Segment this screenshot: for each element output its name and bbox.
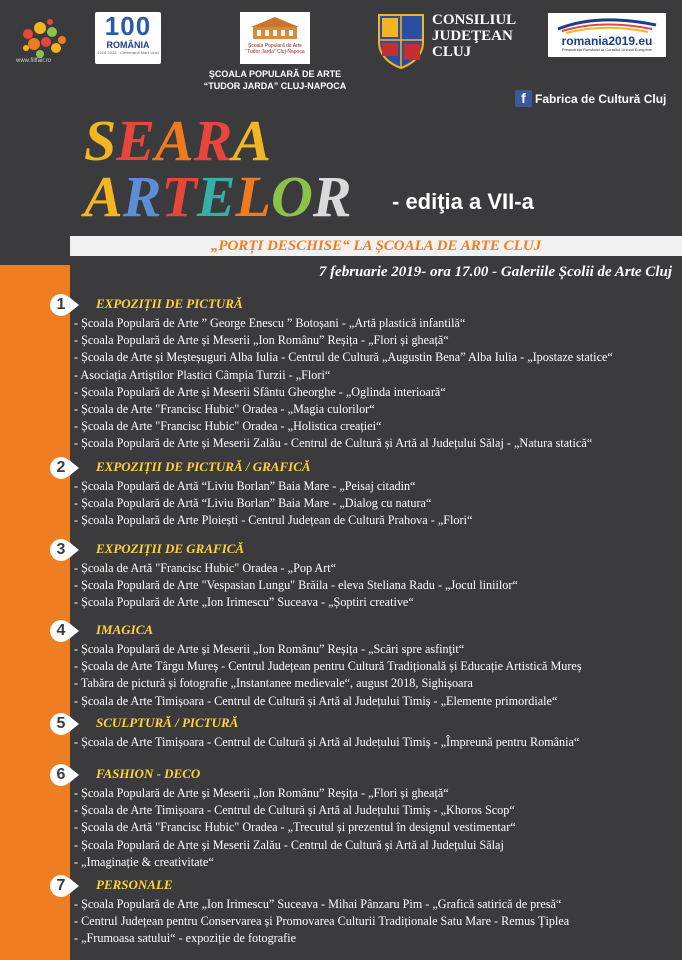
section-arrow-icon bbox=[69, 460, 79, 476]
centenary-country: ROMÂNIA bbox=[106, 40, 150, 50]
section-item: - Școala Populară de Arte și Meserii Zalău - Centrul de Cultură și Artă al Județului Sălaj bbox=[74, 837, 504, 852]
section-item: - Școala de Arte "Francisc Hubic" Oradea - „Holistica creației“ bbox=[74, 419, 382, 434]
section-item: - Școala de Arte și Meșteșuguri Alba Iulia - Centrul de Cultură „Augustin Bena” Alba Iulia - „Ipostaze statice“ bbox=[74, 350, 613, 365]
section-item: - Școala de Arte Timișoara - Centrul de Cultură și Artă al Județului Timiș - „Elemente primordiale“ bbox=[74, 693, 558, 708]
centenary-number: 100 bbox=[104, 11, 152, 41]
section-item: - „Imaginație & creativitate“ bbox=[74, 854, 214, 869]
section-item: - Școala Populară de Arte „Ion Irimescu” Suceava - Mihai Pânzaru Pim - „Grafică satirică de presă“ bbox=[74, 897, 562, 911]
section-number: 1 bbox=[50, 294, 72, 316]
title-letter: O bbox=[270, 164, 313, 220]
section-arrow-icon bbox=[69, 542, 79, 558]
section-title: EXPOZIȚII DE GRAFICĂ bbox=[96, 541, 245, 556]
council-line-1: CONSILIUL bbox=[432, 12, 517, 28]
section-item: - Școala Populară de Arte "Vespasian Lungu" Brăila - eleva Steliana Radu - „Jocul liniilor“ bbox=[74, 578, 518, 593]
title-letter: T bbox=[161, 164, 197, 220]
section-arrow-icon bbox=[69, 716, 79, 732]
section-item: - Școala de Artă "Francisc Hubic" Oradea - „Trecutul și prezentul în designul vestimentar“ bbox=[74, 820, 516, 835]
school-caption-line-1: ŞCOALA POPULARĂ DE ARTE bbox=[208, 69, 342, 79]
section-item: - Școala Populară de Arte și Meserii Sfântu Gheorghe - „Oglinda interioară“ bbox=[74, 384, 446, 399]
section-item: - Școala Populară de Artă “Liviu Borlan” Baia Mare - „Dialog cu natura“ bbox=[74, 496, 432, 511]
title-letter: R bbox=[193, 110, 233, 173]
event-date: 7 februarie 2019- ora 17.00 - Galeriile Școlii de Arte Cluj bbox=[318, 264, 672, 280]
facebook-label: Fabrica de Cultură Cluj bbox=[535, 91, 667, 106]
section-item: - Școala de Arte "Francisc Hubic" Oradea - „Magia culorilor“ bbox=[74, 402, 375, 416]
section-item: - Școala de Arte Timișoara - Centrul de Cultură și Artă al Județului Timiș - „Khoros Scop“ bbox=[74, 803, 515, 818]
section-arrow-icon bbox=[69, 767, 79, 783]
section-number: 5 bbox=[50, 713, 72, 735]
section-item: - Școala de Arte Timișoara - Centrul de Cultură și Artă al Județului Timiș - „Împreună pentru România“ bbox=[74, 735, 580, 749]
section-number: 2 bbox=[50, 457, 72, 479]
title-letter: L bbox=[235, 164, 271, 220]
school-logo-line-2: "Tudor Jarda" Cluj-Napoca bbox=[245, 49, 305, 55]
council-line-3: CLUJ bbox=[432, 44, 472, 60]
facebook-icon: f bbox=[515, 90, 532, 107]
section-item: - Școala Populară de Arte și Meserii „Ion Românu” Reșița - „Scări spre asfinţit“ bbox=[74, 642, 465, 656]
centenary-caption: 1918-2018 · Centenarul Marii Uniri bbox=[97, 50, 159, 55]
section-item: - Școala Populară de Arte și Meserii Zalău - Centrul de Cultură și Artă al Județului Sălaj - „Natura statică“ bbox=[74, 436, 593, 451]
section-arrow-icon bbox=[69, 297, 79, 313]
title-letter: R bbox=[122, 164, 162, 220]
title-letter: E bbox=[196, 164, 236, 220]
dots-logo-caption: www.fillfair.ro bbox=[16, 58, 52, 64]
section-item: - Asociația Artiștilor Plastici Câmpia Turzii - „Flori“ bbox=[74, 367, 331, 382]
section-arrow-icon bbox=[69, 623, 79, 639]
section-item: - Școala Populară de Arte „Ion Irimescu” Suceava - „Șoptiri creative“ bbox=[74, 595, 414, 610]
section-number: 7 bbox=[50, 875, 72, 897]
section-item: - Școala Populară de Artă “Liviu Borlan” Baia Mare - „Peisaj citadin“ bbox=[74, 479, 416, 493]
title-letter: A bbox=[232, 110, 272, 173]
section-item: - Școala de Arte Târgu Mureș - Centrul Județean pentru Cultură Tradițională și Educație Artistică Mureș bbox=[74, 659, 582, 674]
title-letter: A bbox=[154, 110, 194, 173]
section-title: FASHION - DECO bbox=[96, 766, 201, 781]
section-title: EXPOZIȚII DE PICTURĂ bbox=[96, 296, 243, 311]
section-item: - Școala de Artă "Francisc Hubic" Oradea - „Pop Art“ bbox=[74, 561, 337, 575]
school-logo-line-1: Școala Populară de Arte bbox=[248, 43, 302, 49]
title-letter: E bbox=[116, 110, 155, 173]
section-number: 6 bbox=[50, 764, 72, 786]
section-number: 4 bbox=[50, 620, 72, 642]
title-letter: A bbox=[84, 164, 123, 220]
section-item: - Școala Populară de Arte Ploiești - Centrul Județean de Cultură Prahova - „Flori“ bbox=[74, 513, 473, 528]
section-item: - Tabăra de pictură și fotografie „Instantanee medievale“, august 2018, Sighișoara bbox=[74, 676, 473, 691]
school-caption-line-2: “TUDOR JARDA” CLUJ-NAPOCA bbox=[203, 81, 347, 91]
section-item: - Școala Populară de Arte ” George Enescu ” Botoșani - „Artă plastică infantilă“ bbox=[74, 316, 466, 330]
section-title: PERSONALE bbox=[96, 877, 173, 892]
section-title: EXPOZIȚII DE PICTURĂ / GRAFICĂ bbox=[96, 459, 311, 474]
section-item: - Centrul Județean pentru Conservarea și Promovarea Culturii Tradiționale Satu Mare - Remus Țiplea bbox=[74, 914, 570, 929]
section-arrow-icon bbox=[69, 878, 79, 894]
council-line-2: JUDEŢEAN bbox=[432, 28, 513, 44]
presidency-name: romania2019.eu bbox=[561, 34, 653, 48]
edition-label: - ediţia a VII-a bbox=[392, 189, 534, 214]
title-letter: S bbox=[84, 110, 117, 173]
title-letter: R bbox=[312, 164, 352, 220]
section-item: - Școala Populară de Arte și Meserii „Ion Românu” Reșița - „Flori și gheață“ bbox=[74, 786, 449, 800]
section-number: 3 bbox=[50, 539, 72, 561]
section-title: IMAGICA bbox=[96, 622, 154, 637]
presidency-caption: Președinția României la Consiliul Uniunii Europene bbox=[561, 47, 653, 52]
subtitle-band: „PORȚI DESCHISE“ LA ȘCOALA DE ARTE CLUJ bbox=[70, 236, 682, 256]
section-item: - Școala Populară de Arte și Meserii „Ion Românu” Reșița - „Flori și gheață“ bbox=[74, 333, 449, 348]
section-title: SCULPTURĂ / PICTURĂ bbox=[96, 715, 239, 730]
section-item: - „Frumoasa satului“ - expoziție de fotografie bbox=[74, 931, 296, 946]
